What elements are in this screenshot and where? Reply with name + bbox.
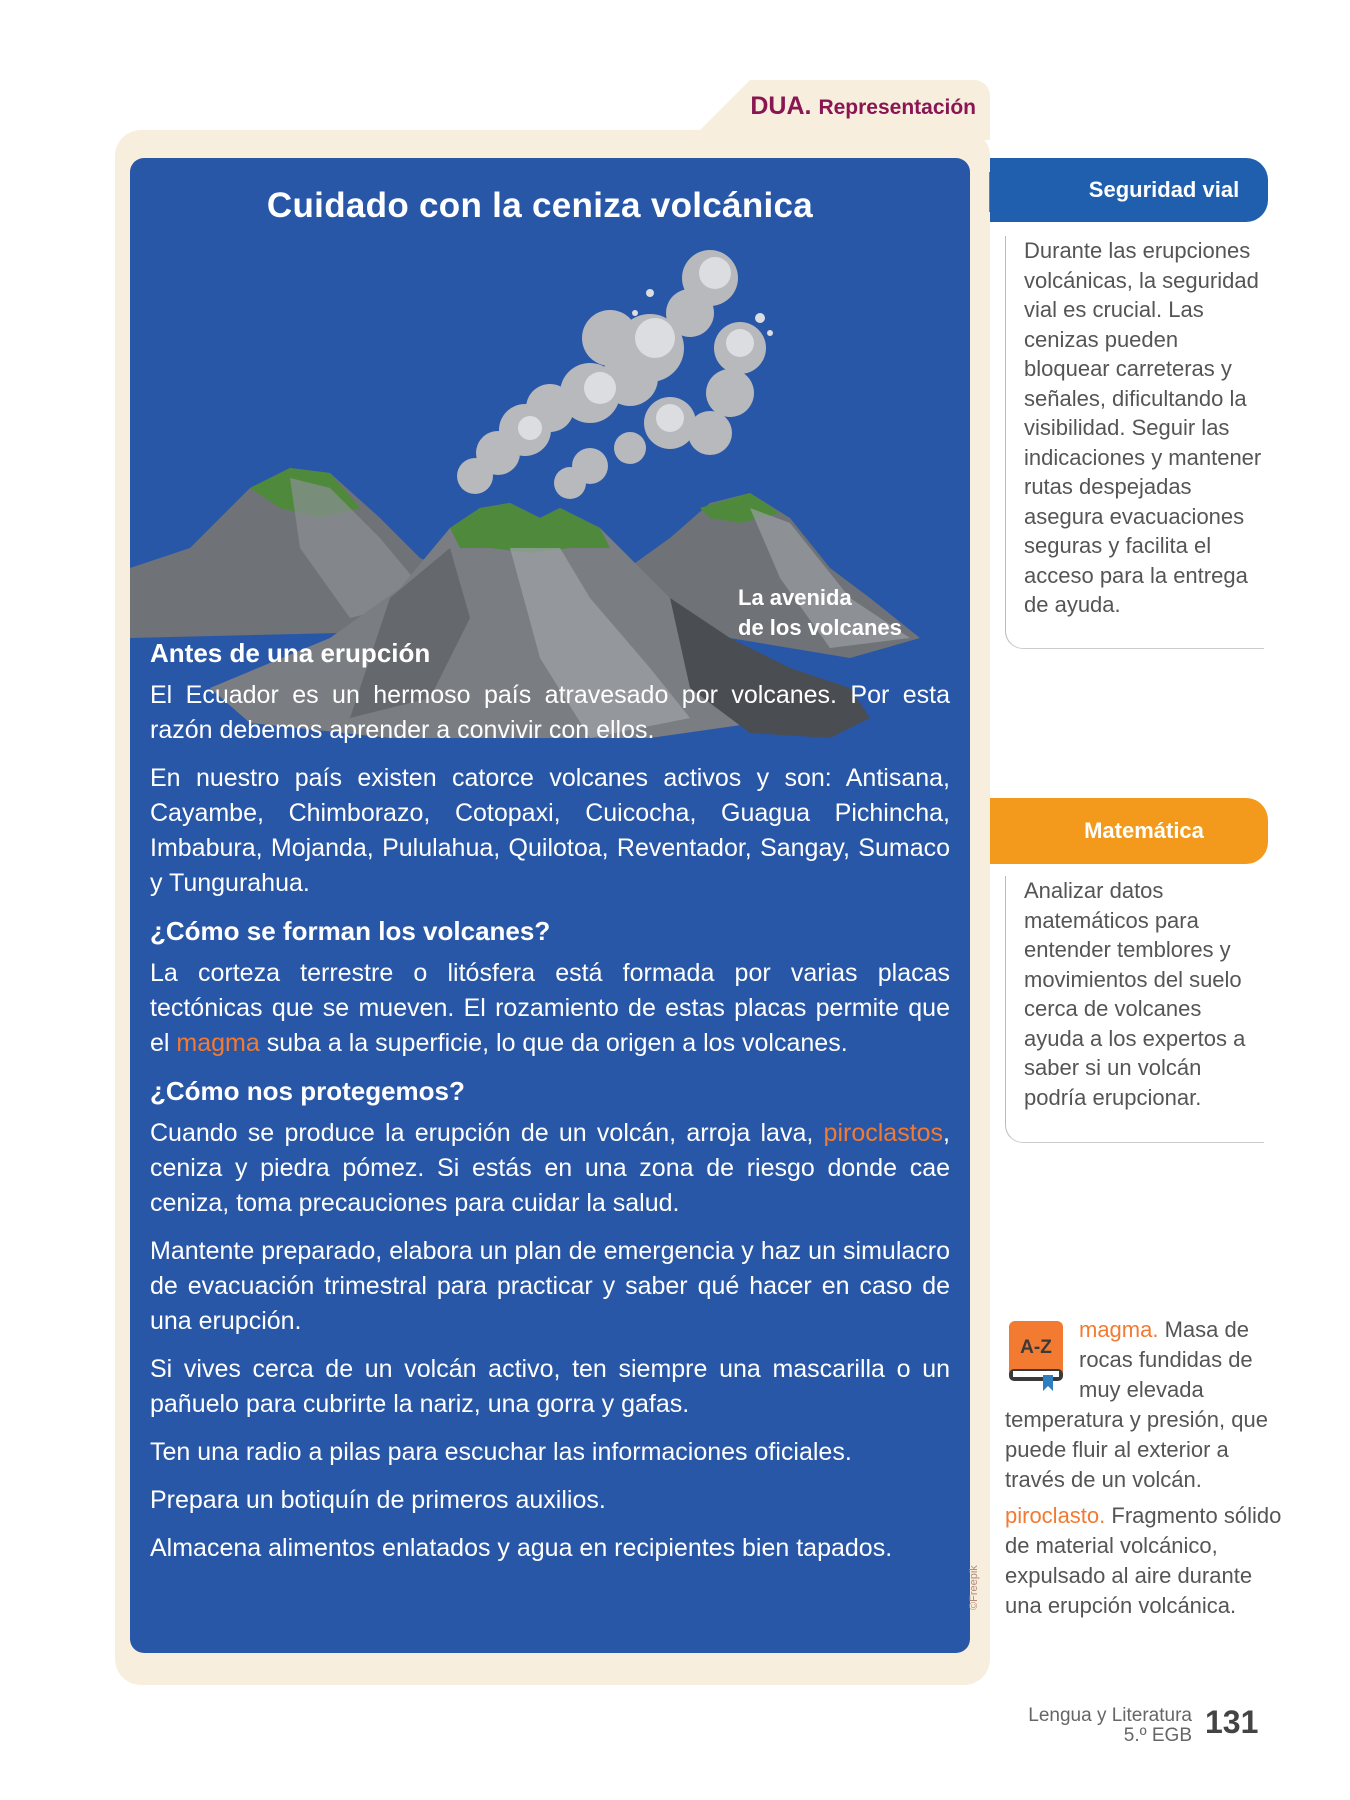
card-header-matematica bbox=[990, 798, 1268, 864]
footer-subject bbox=[990, 1706, 1192, 1746]
dua-label bbox=[730, 92, 976, 121]
card-header-seguridad-vial bbox=[990, 158, 1268, 222]
paragraph: Si vives cerca de un volcán activo, ten siempre una mascarilla o un pañuelo para cubrirte la nariz, una gorra y gafas. bbox=[150, 1355, 950, 1418]
caption-line-1: La avenida bbox=[738, 585, 852, 610]
card-body-matematica: Analizar datos matemáticos para entender temblores y movimientos del suelo cerca de volcanes ayuda a los expertos a saber si un volcán podría erupcionar. bbox=[1005, 876, 1264, 1143]
glossary-def: Masa de rocas fundidas de muy elevada temperatura y presión, que puede fluir al exterior a través de un volcán. bbox=[1005, 1317, 1268, 1492]
text-run: , ceniza y piedra pómez. Si estás en una zona de riesgo donde cae ceniza, toma precauciones para cuidar la salud. bbox=[150, 1119, 950, 1217]
heading-how-we-protect: ¿Cómo nos protegemos? bbox=[150, 1076, 465, 1106]
page-number: 131 bbox=[1205, 1704, 1259, 1740]
paragraph: El Ecuador es un hermoso país atravesado por volcanes. Por esta razón debemos aprender a convivir con ellos. bbox=[150, 681, 950, 744]
paragraph: Ten una radio a pilas para escuchar las informaciones oficiales. bbox=[150, 1438, 852, 1466]
glossary-entry-piroclasto bbox=[1005, 1501, 1285, 1621]
paragraph: Prepara un botiquín de primeros auxilios. bbox=[150, 1486, 606, 1514]
glossary-link-magma[interactable]: magma bbox=[176, 1029, 260, 1057]
text-run: suba a la superficie, lo que da origen a los volcanes. bbox=[259, 1029, 848, 1057]
subject-name: Lengua y Literatura bbox=[1028, 1705, 1192, 1726]
card-body-seguridad-vial: Durante las erupciones volcánicas, la seguridad vial es crucial. Las cenizas pueden bloquear carreteras y señales, dificultando la visibilidad. Seguir las indicaciones y mantener rutas despejadas asegura evacuaciones seguras y facilita el acceso para la entrega de ayuda. bbox=[1005, 236, 1264, 649]
paragraph: Mantente preparado, elabora un plan de emergencia y haz un simulacro de evacuación trimestral para practicar y saber qué hacer en caso de una erupción. bbox=[150, 1237, 950, 1335]
glossary-link-piroclastos[interactable]: piroclastos bbox=[823, 1119, 944, 1147]
panel-content bbox=[150, 636, 950, 1579]
paragraph: Almacena alimentos enlatados y agua en recipientes bien tapados. bbox=[150, 1534, 893, 1562]
paragraph: En nuestro país existen catorce volcanes activos y son: Antisana, Cayambe, Chimborazo, Cotopaxi, Cuicocha, Guagua Pichincha, Imbabura, Mojanda, Pululahua, Quilotoa, Reventador, Sangay, Sumaco y Tungurahua. bbox=[150, 764, 950, 897]
glossary-term: magma. bbox=[1079, 1317, 1159, 1342]
glossary-term: piroclasto. bbox=[1005, 1503, 1106, 1528]
card-title: Seguridad vial bbox=[1088, 177, 1240, 202]
text-run: La corteza terrestre o litósfera está formada por varias placas tectónicas que se mueven. El rozamiento de estas placas permite que el bbox=[150, 959, 950, 1057]
az-label: A-Z bbox=[1020, 1337, 1052, 1358]
glossary bbox=[1005, 1315, 1285, 1627]
dictionary-book-icon bbox=[1005, 1319, 1067, 1393]
grade: 5.º EGB bbox=[1123, 1725, 1192, 1746]
dua-sub: Representación bbox=[818, 96, 976, 119]
caption-line-2: de los volcanes bbox=[738, 615, 902, 640]
dua-main: DUA. bbox=[750, 92, 812, 120]
image-credit: ©Freepik bbox=[968, 1565, 980, 1610]
heading-how-volcanoes-form: ¿Cómo se forman los volcanes? bbox=[150, 916, 551, 946]
panel-title: Cuidado con la ceniza volcánica bbox=[266, 186, 814, 225]
text-run: Cuando se produce la erupción de un volcán, arroja lava, bbox=[150, 1119, 824, 1147]
paragraph bbox=[150, 1116, 950, 1221]
glossary-def: Fragmento sólido de material volcánico, expulsado al aire durante una erupción volcánica. bbox=[1005, 1503, 1282, 1618]
illustration-caption bbox=[738, 583, 958, 643]
card-title: Matemática bbox=[1084, 818, 1204, 843]
paragraph bbox=[150, 956, 950, 1061]
reading-panel bbox=[130, 158, 970, 1653]
heading-before-eruption: Antes de una erupción bbox=[150, 638, 431, 668]
